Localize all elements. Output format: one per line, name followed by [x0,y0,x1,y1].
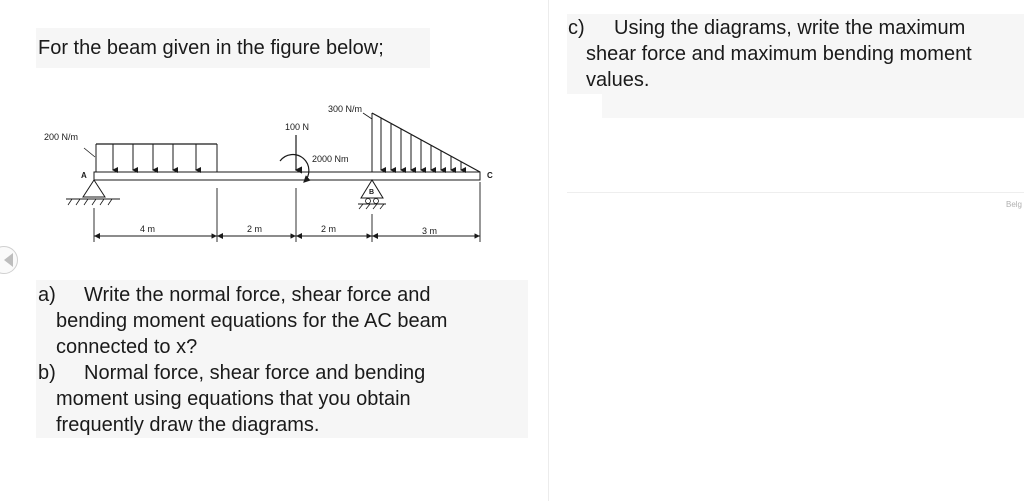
chevron-left-icon [4,253,13,267]
question-a-letter: a) [38,284,56,306]
triangular-load-label: 300 N/m [328,104,363,114]
dim-3-label: 2 m [321,224,337,234]
question-b-line3: frequently draw the diagrams. [56,414,320,436]
dim-4-label: 3 m [422,226,438,236]
point-load-label: 100 N [285,122,310,132]
edge-text: Belg [1005,200,1022,209]
question-a-line3: connected to x? [56,336,198,358]
support-a-pin [66,180,120,205]
question-c-shadow [602,90,1024,118]
question-a-line1: Write the normal force, shear force and [84,284,431,306]
point-c-label: C [487,171,493,180]
question-b-line1: Normal force, shear force and bending [84,362,426,384]
question-b-letter: b) [38,362,56,384]
question-c [568,15,972,93]
question-c-line1: Using the diagrams, write the maximum [614,17,966,39]
question-b [38,360,425,438]
column-divider [548,0,549,501]
questions-ab-block [36,280,528,438]
point-b-label: B [369,189,375,196]
right-divider-line [567,192,1024,193]
question-a-line2: bending moment equations for the AC beam [56,310,448,332]
point-a-label: A [81,171,87,180]
beam-figure [0,0,548,250]
uniform-load [84,144,217,172]
triangular-load [363,113,480,172]
question-c-letter: c) [568,17,585,39]
question-c-line3: values. [586,69,650,91]
uniform-load-label: 200 N/m [44,132,79,142]
dim-2-label: 2 m [247,224,263,234]
question-b-line2: moment using equations that you obtain [56,388,411,410]
question-a [38,282,447,360]
question-c-line2: shear force and maximum bending moment [586,43,972,65]
intro-text: For the beam given in the figure below; [36,28,430,68]
dim-1-label: 4 m [140,224,156,234]
moment-label: 2000 Nm [312,154,349,164]
beam [94,172,480,180]
